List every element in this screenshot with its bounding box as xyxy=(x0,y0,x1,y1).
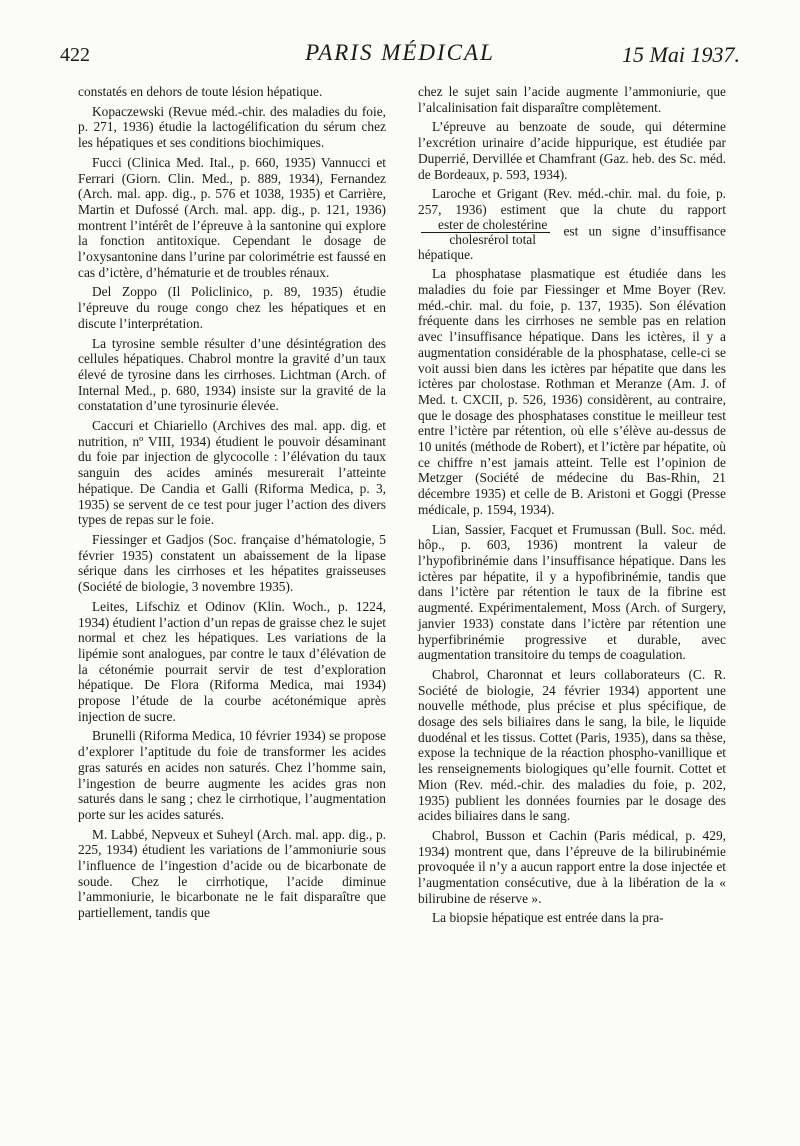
paragraph: Del Zoppo (Il Policlinico, p. 89, 1935) étudie l’épreuve du rouge congo chez les hépatiques et en discute l’interprétation. xyxy=(78,284,386,331)
paragraph: constatés en dehors de toute lésion hépatique. xyxy=(78,84,323,99)
journal-title: PARIS MÉDICAL xyxy=(305,40,495,65)
paragraph: chez le sujet sain l’acide augmente l’ammoniurie, que l’alcalinisation fait disparaître complètement. xyxy=(418,84,726,115)
paragraph: Fucci (Clinica Med. Ital., p. 660, 1935) Vannucci et Ferrari (Giorn. Clin. Med., p. 889, 1934), Fernandez (Arch. mal. app. dig., p. 576 et 1038, 1935) et Carrière, Martin et Dufossé (Arch. mal. app. dig., p. 121, 1936) montrent l’intérêt de l’épreuve à la santonine qui explore la fonction antitoxique. Cependant le dosage de l’oxysantonine dans l’urine par colorimétrie est faussé en cas d’ictère, d’hématurie et de troubles rénaux. xyxy=(78,154,386,280)
paragraph: Leites, Lifschiz et Odinov (Klin. Woch., p. 1224, 1934) étudient l’action d’un repas de graisse chez le sujet normal et chez les hépatiques. Les variations de la lipémie sont analogues, par contre le taux d’élévation de la cétonémie pourrait servir de test d’exploration hépatique. De Flora (Riforma Medica, mai 1934) propose l’étude de la courbe acétonémique après injection de sucre. xyxy=(78,598,386,724)
paragraph: M. Labbé, Nepveux et Suheyl (Arch. mal. app. dig., p. 225, 1934) étudient les variations de l’ammoniurie sous l’influence de l’ingestion d’acide ou de bicarbonate de soude. Chez le cirrhotique, l’acide diminue l’ammoniurie, le bicarbonate ne le fait disparaître que partiellement, tandis que xyxy=(78,826,386,921)
paragraph-text: est un signe d’insuffisance hépatique. xyxy=(418,223,726,262)
paragraph-text: Laroche et Grigant (Rev. méd.-chir. mal. du foie, p. 257, 1936) estiment que la chute du rapport xyxy=(418,186,726,217)
fraction-denominator: cholesrérol total xyxy=(449,231,536,247)
paragraph: Caccuri et Chiariello (Archives des mal. app. dig. et nutrition, nº VIII, 1934) étudient le pouvoir désaminant du foie par injection de glycocolle : l’élévation du taux sanguin des acides aminés mesurerait l’atteinte hépatique. De Candia et Galli (Riforma Medica, p. 3, 1935) se servent de ce test pour juger l’action des divers types de repas sur le foie. xyxy=(78,418,386,528)
running-header xyxy=(60,40,740,80)
paragraph-with-fraction xyxy=(418,186,726,262)
paragraph: Chabrol, Charonnat et leurs collaborateurs (C. R. Société de biologie, 24 février 1934) apportent une nouvelle méthode, plus précise et plus spécifique, de dosage des sels biliaires dans le sang, la bile, le liquide duodénal et les tissus. Cottet (Paris, 1935), dans sa thèse, expose la technique de la réaction phospho-vanillique et les renseignements biologiques qu’elle fournit. Cottet et Mion (Rev. méd.-chir. des maladies du foie, p. 202, 1935) publient les données fournies par le dosage des acides biliaires dans le sang. xyxy=(418,666,726,824)
right-column xyxy=(418,84,726,930)
fraction-numerator: ester de cholestérine xyxy=(421,218,550,233)
cholesterol-ratio-fraction xyxy=(421,218,550,247)
paragraph: La tyrosine semble résulter d’une désintégration des cellules hépatiques. Chabrol montre la gravité d’un taux élevé de tyrosine dans les cirrhoses. Lichtman (Arch. of Internal Med., p. 680, 1934) insiste sur la gravité de la constatation d’une tyrosinurie élevée. xyxy=(78,335,386,414)
paragraph: Brunelli (Riforma Medica, 10 février 1934) se propose d’explorer l’aptitude du foie de transformer les acides gras saturés en acides non saturés. Chez l’homme sain, l’ingestion de beurre augmente les acides gras non saturés dans le sang ; chez le cirrhotique, l’augmentation porte sur les acides saturés. xyxy=(78,728,386,822)
paragraph: Kopaczewski (Revue méd.-chir. des maladies du foie, p. 271, 1936) étudie la lactogélification du sérum chez les hépatiques et ses conditions biochimiques. xyxy=(78,103,386,151)
paragraph: L’épreuve au benzoate de soude, qui détermine l’excrétion urinaire d’acide hippurique, est étudiée par Duperrié, Dervillée et Chamfrant (Gaz. heb. des Sc. méd. de Bordeaux, p. 593, 1934). xyxy=(418,119,726,182)
issue-date: 15 Mai 1937. xyxy=(622,42,740,67)
paragraph: Chabrol, Busson et Cachin (Paris médical, p. 429, 1934) montrent que, dans l’épreuve de la bilirubinémie provoquée il n’y a aucun rapport entre la dose injectée et l’augmentation consécutive, due à la libération de la « bilirubine de réserve ». xyxy=(418,827,726,906)
left-column xyxy=(78,84,386,925)
paragraph: La biopsie hépatique est entrée dans la pra- xyxy=(432,910,664,926)
paragraph: Lian, Sassier, Facquet et Frumussan (Bull. Soc. méd. hôp., p. 603, 1936) montrent la valeur de l’hypofibrinémie dans l’insuffisance hépatique. Dans les ictères par hépatite, il y a hypofibrinémie, tandis que dans l’ictère par rétention le taux de la fibrine est augmenté. Expérimentalement, Moss (Arch. of Surgery, janvier 1933) constate dans l’ictère par rétention une hyperfibrinémie progressive et durable, avec augmentation transitoire du temps de coagulation. xyxy=(418,521,726,663)
page-number: 422 xyxy=(60,44,90,66)
paragraph: Fiessinger et Gadjos (Soc. française d’hématologie, 5 février 1935) constatent un abaissement de la lipase sérique dans les cirrhoses et les hépatites graisseuses (Société de biologie, 3 novembre 1935). xyxy=(78,531,386,595)
paragraph: La phosphatase plasmatique est étudiée dans les maladies du foie par Fiessinger et Mme Boyer (Rev. méd.-chir. mal. du foie, p. 137, 1935). Son élévation fréquente dans les cirrhoses ne semble pas en relation avec l’insuffisance hépatique. Dans les ictères, il y a augmentation considérable de la phosphatase, celle-ci se voit aussi bien dans les ictères par hépatite que dans les ictères par cholostase. Rothman et Meranze (Am. J. of Med. t. CXCII, p. 526, 1936) considèrent, au contraire, que le dosage des phosphatases constitue le meilleur test entre l’ictère par rétention, où elle s’élève au-dessus de 10 unités (méthode de Robert), et l’ictère par hépatite, où ce chiffre n’est jamais atteint. Telle est l’opinion de Metzger (Société de médecine du Bas-Rhin, 21 décembre 1935) et celle de B. Aristoni et Goggi (Presse médicale, p. 1594, 1934). xyxy=(418,266,726,517)
